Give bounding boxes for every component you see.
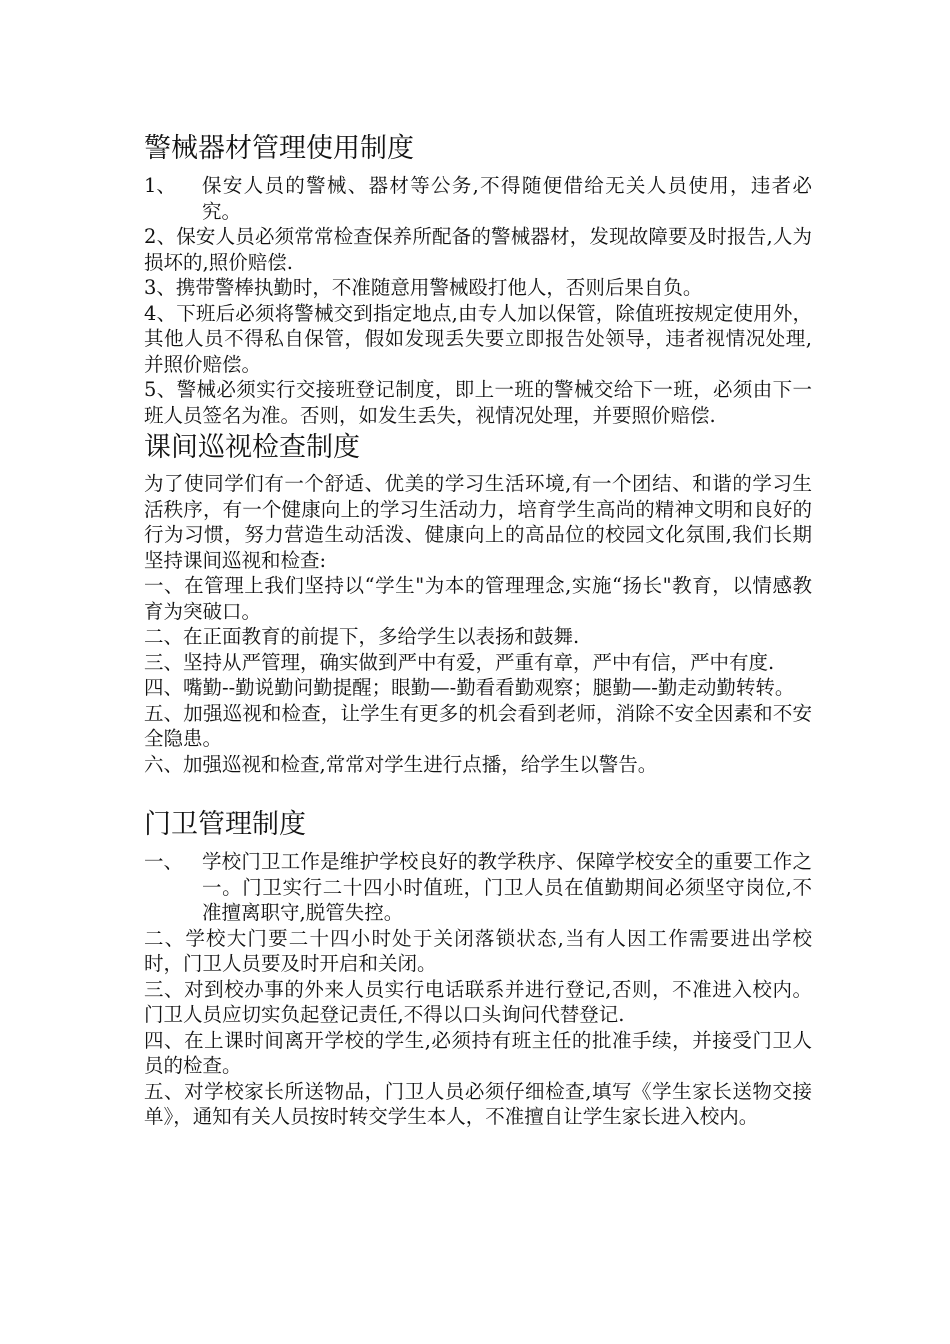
item-marker: 一、 [144,850,184,873]
rule-item: 二、在正面教育的前提下，多给学生以表扬和鼓舞. [144,625,580,648]
rule-item: 4、下班后必须将警械交到指定地点,由专人加以保管，除值班按规定使用外，其他人员不得私自保管，假如发现丢失要立即报告处领导，违者视情况处理,并照价赔偿。 [144,301,812,376]
item-marker: 1、 [144,174,176,197]
rule-item: 五、对学校家长所送物品，门卫人员必须仔细检查,填写《学生家长送物交接单》，通知有关人员按时转交学生本人，不准擅自让学生家长进入校内。 [144,1079,812,1128]
rule-item: 二、学校大门要二十四小时处于关闭落锁状态,当有人因工作需要进出学校时，门卫人员要及时开启和关闭。 [144,926,812,975]
rule-item: 四、嘴勤--勤说勤问勤提醒；眼勤—-勤看看勤观察；腿勤—-勤走动勤转转。 [144,676,795,699]
rule-item: 六、加强巡视和检查,常常对学生进行点播，给学生以警告。 [144,752,658,776]
rule-item: 2、保安人员必须常常检查保养所配备的警械器材，发现故障要及时报告,人为损坏的,照价赔偿. [144,225,812,274]
item-text: 学校门卫工作是维护学校良好的教学秩序、保障学校安全的重要工作之一。门卫实行二十四小时值班，门卫人员在值勤期间必须坚守岗位,不准擅离职守,脱管失控。 [202,850,812,924]
rule-item: 四、在上课时间离开学校的学生,必须持有班主任的批准手续，并接受门卫人员的检查。 [144,1028,812,1077]
rule-item: 一、在管理上我们坚持以“学生"为本的管理理念,实施“扬长"教育，以情感教育为突破口。 [144,574,812,623]
rule-item [144,173,812,224]
document-page [144,0,812,1130]
item-text: 保安人员的警械、器材等公务,不得随便借给无关人员使用，违者必究。 [202,174,812,223]
rule-item: 五、加强巡视和检查，让学生有更多的机会看到老师，消除不安全因素和不安全隐患。 [144,701,812,750]
section-title-gate: 门卫管理制度 [144,809,306,840]
rule-item: 三、坚持从严管理，确实做到严中有爱，严重有章，严中有信，严中有度. [144,650,775,674]
section-title-equipment: 警械器材管理使用制度 [144,133,414,164]
rule-item: 5、警械必须实行交接班登记制度，即上一班的警械交给下一班，必须由下一班人员签名为准。否则，如发生丢失，视情况处理，并要照价赔偿. [144,378,812,427]
rule-item: 三、对到校办事的外来人员实行电话联系并进行登记,否则，不准进入校内。门卫人员应切实负起登记责任,不得以口头询问代替登记. [144,977,812,1026]
rule-item [144,849,812,926]
rule-item: 3、携带警棒执勤时，不准随意用警械殴打他人，否则后果自负。 [144,276,703,299]
section-title-patrol: 课间巡视检查制度 [144,432,360,463]
intro-paragraph: 为了使同学们有一个舒适、优美的学习生活环境,有一个团结、和谐的学习生活秩序，有一个健康向上的学习生活动力，培育学生高尚的精神文明和良好的行为习惯，努力营造生动活泼、健康向上的高品位的校园文化氛围,我们长期坚持课间巡视和检查: [144,472,812,572]
